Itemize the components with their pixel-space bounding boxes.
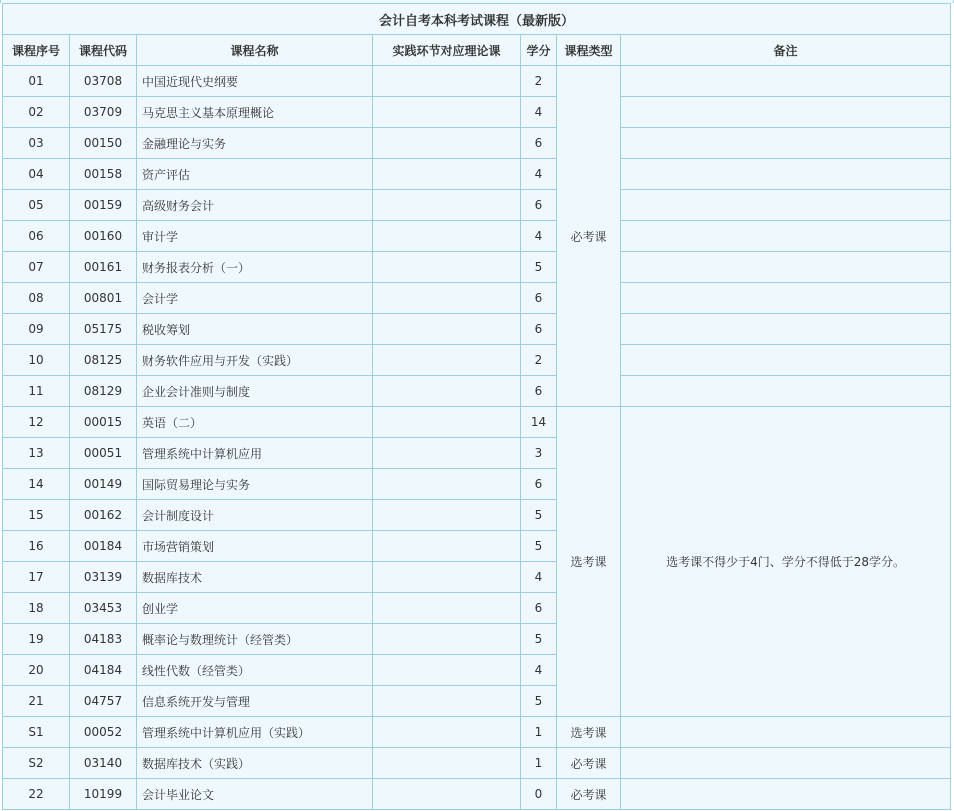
course-name: 高级财务会计	[137, 190, 373, 221]
course-code: 00149	[70, 469, 137, 500]
course-name: 马克思主义基本原理概论	[137, 97, 373, 128]
course-note	[621, 190, 951, 221]
course-practice	[373, 593, 521, 624]
course-seq: 07	[3, 252, 70, 283]
table-row	[3, 221, 951, 252]
course-credit: 4	[521, 562, 557, 593]
course-credit: 3	[521, 438, 557, 469]
course-note	[621, 779, 951, 810]
course-name: 市场营销策划	[137, 531, 373, 562]
table-row	[3, 66, 951, 97]
course-seq: 12	[3, 407, 70, 438]
course-practice	[373, 128, 521, 159]
table-row	[3, 748, 951, 779]
course-practice	[373, 252, 521, 283]
table-row	[3, 252, 951, 283]
course-note	[621, 748, 951, 779]
course-credit: 5	[521, 531, 557, 562]
course-name: 数据库技术（实践）	[137, 748, 373, 779]
course-credit: 6	[521, 128, 557, 159]
table-row	[3, 159, 951, 190]
course-code: 00159	[70, 190, 137, 221]
course-code: 00184	[70, 531, 137, 562]
course-note	[621, 128, 951, 159]
course-credit: 1	[521, 717, 557, 748]
course-name: 审计学	[137, 221, 373, 252]
course-credit: 6	[521, 190, 557, 221]
course-practice	[373, 531, 521, 562]
table-row	[3, 376, 951, 407]
table-row	[3, 128, 951, 159]
course-seq: 06	[3, 221, 70, 252]
course-type: 必考课	[557, 748, 621, 779]
course-credit: 6	[521, 283, 557, 314]
course-code: 00158	[70, 159, 137, 190]
course-practice	[373, 283, 521, 314]
course-credit: 4	[521, 97, 557, 128]
course-seq: 21	[3, 686, 70, 717]
course-code: 04757	[70, 686, 137, 717]
table-row	[3, 779, 951, 810]
course-name: 会计学	[137, 283, 373, 314]
course-name: 英语（二）	[137, 407, 373, 438]
course-seq: 20	[3, 655, 70, 686]
course-practice	[373, 314, 521, 345]
course-code: 00051	[70, 438, 137, 469]
course-seq: 17	[3, 562, 70, 593]
course-note	[621, 717, 951, 748]
course-seq: 04	[3, 159, 70, 190]
course-practice	[373, 779, 521, 810]
course-practice	[373, 97, 521, 128]
course-seq: 11	[3, 376, 70, 407]
course-credit: 6	[521, 469, 557, 500]
course-note	[621, 66, 951, 97]
course-code: 00150	[70, 128, 137, 159]
course-name: 税收筹划	[137, 314, 373, 345]
header-type: 课程类型	[557, 35, 621, 66]
course-seq: 13	[3, 438, 70, 469]
course-practice	[373, 624, 521, 655]
course-credit: 6	[521, 314, 557, 345]
course-credit: 5	[521, 252, 557, 283]
course-credit: 6	[521, 376, 557, 407]
course-code: 03708	[70, 66, 137, 97]
course-name: 财务软件应用与开发（实践）	[137, 345, 373, 376]
course-code: 00161	[70, 252, 137, 283]
course-practice	[373, 748, 521, 779]
course-code: 08129	[70, 376, 137, 407]
course-name: 管理系统中计算机应用（实践）	[137, 717, 373, 748]
course-name: 数据库技术	[137, 562, 373, 593]
header-credit: 学分	[521, 35, 557, 66]
course-seq: 19	[3, 624, 70, 655]
course-name: 管理系统中计算机应用	[137, 438, 373, 469]
course-credit: 14	[521, 407, 557, 438]
course-seq: 02	[3, 97, 70, 128]
table-header-row	[3, 35, 951, 66]
table-caption-row	[3, 4, 951, 35]
course-practice	[373, 221, 521, 252]
course-type-required: 必考课	[557, 66, 621, 407]
course-practice	[373, 438, 521, 469]
course-seq: 08	[3, 283, 70, 314]
course-practice	[373, 407, 521, 438]
course-code: 00801	[70, 283, 137, 314]
course-note	[621, 252, 951, 283]
course-seq: 14	[3, 469, 70, 500]
course-credit: 5	[521, 686, 557, 717]
course-note	[621, 345, 951, 376]
header-seq: 课程序号	[3, 35, 70, 66]
course-practice	[373, 717, 521, 748]
course-credit: 4	[521, 655, 557, 686]
course-practice	[373, 66, 521, 97]
course-code: 04183	[70, 624, 137, 655]
table-row	[3, 314, 951, 345]
course-credit: 4	[521, 159, 557, 190]
course-name: 会计毕业论文	[137, 779, 373, 810]
course-code: 10199	[70, 779, 137, 810]
course-name: 资产评估	[137, 159, 373, 190]
course-practice	[373, 190, 521, 221]
course-table	[2, 3, 951, 810]
course-code: 00015	[70, 407, 137, 438]
table-row	[3, 345, 951, 376]
header-name: 课程名称	[137, 35, 373, 66]
course-type: 必考课	[557, 779, 621, 810]
course-practice	[373, 500, 521, 531]
course-seq: S1	[3, 717, 70, 748]
course-seq: 18	[3, 593, 70, 624]
course-credit: 5	[521, 500, 557, 531]
course-name: 企业会计准则与制度	[137, 376, 373, 407]
table-title: 会计自考本科考试课程（最新版）	[3, 4, 951, 35]
course-name: 信息系统开发与管理	[137, 686, 373, 717]
course-type-elective: 选考课	[557, 407, 621, 717]
course-note	[621, 283, 951, 314]
course-code: 03139	[70, 562, 137, 593]
table-row	[3, 407, 951, 438]
table-row	[3, 717, 951, 748]
course-credit: 1	[521, 748, 557, 779]
course-code: 00162	[70, 500, 137, 531]
course-name: 创业学	[137, 593, 373, 624]
table-row	[3, 97, 951, 128]
table-row	[3, 190, 951, 221]
course-seq: 03	[3, 128, 70, 159]
course-seq: 01	[3, 66, 70, 97]
course-seq: 16	[3, 531, 70, 562]
course-seq: 15	[3, 500, 70, 531]
header-note: 备注	[621, 35, 951, 66]
course-code: 00160	[70, 221, 137, 252]
course-credit: 5	[521, 624, 557, 655]
course-note	[621, 314, 951, 345]
course-name: 中国近现代史纲要	[137, 66, 373, 97]
course-seq: 05	[3, 190, 70, 221]
course-practice	[373, 376, 521, 407]
course-practice	[373, 159, 521, 190]
course-practice	[373, 562, 521, 593]
course-note	[621, 97, 951, 128]
course-name: 财务报表分析（一）	[137, 252, 373, 283]
course-code: 04184	[70, 655, 137, 686]
elective-note: 选考课不得少于4门、学分不得低于28学分。	[621, 407, 951, 717]
course-code: 05175	[70, 314, 137, 345]
course-credit: 4	[521, 221, 557, 252]
course-name: 国际贸易理论与实务	[137, 469, 373, 500]
course-credit: 6	[521, 593, 557, 624]
course-name: 概率论与数理统计（经管类）	[137, 624, 373, 655]
course-code: 00052	[70, 717, 137, 748]
course-note	[621, 159, 951, 190]
course-name: 线性代数（经管类）	[137, 655, 373, 686]
course-note	[621, 221, 951, 252]
course-code: 03453	[70, 593, 137, 624]
course-seq: S2	[3, 748, 70, 779]
course-credit: 2	[521, 66, 557, 97]
course-practice	[373, 655, 521, 686]
course-practice	[373, 686, 521, 717]
course-note	[621, 376, 951, 407]
table-row	[3, 283, 951, 314]
course-seq: 10	[3, 345, 70, 376]
course-credit: 0	[521, 779, 557, 810]
header-code: 课程代码	[70, 35, 137, 66]
course-code: 03140	[70, 748, 137, 779]
course-code: 08125	[70, 345, 137, 376]
course-code: 03709	[70, 97, 137, 128]
course-seq: 22	[3, 779, 70, 810]
course-practice	[373, 345, 521, 376]
course-seq: 09	[3, 314, 70, 345]
header-practice: 实践环节对应理论课	[373, 35, 521, 66]
course-name: 会计制度设计	[137, 500, 373, 531]
course-practice	[373, 469, 521, 500]
course-type: 选考课	[557, 717, 621, 748]
course-name: 金融理论与实务	[137, 128, 373, 159]
course-credit: 2	[521, 345, 557, 376]
